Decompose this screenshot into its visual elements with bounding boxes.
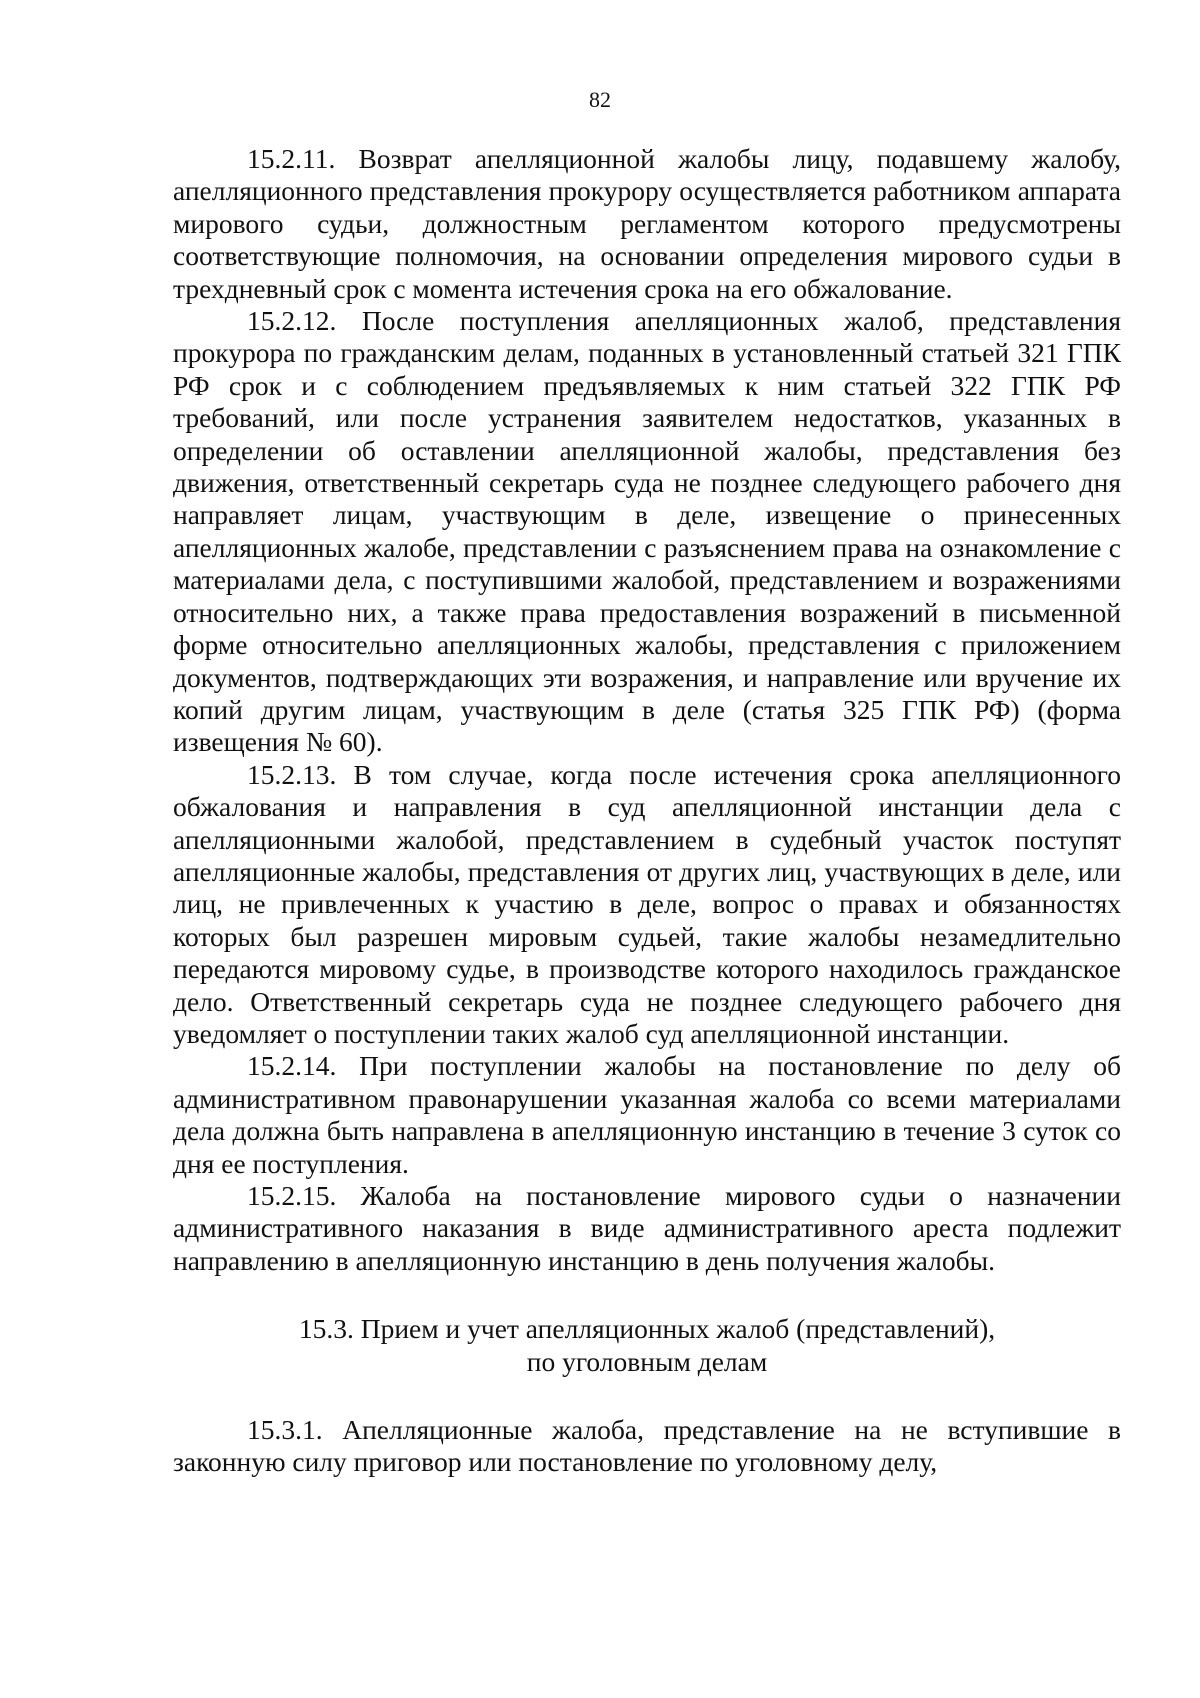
paragraph-15-2-14: 15.2.14. При поступлении жалобы на постановление по делу об административном правонарушении указанная жалоба со всеми материалами дела должна быть направлена в апелляционную инстанцию в течение 3 суток со дня ее поступления.	[173, 1050, 1121, 1179]
section-heading-line-2: по уголовным делам	[526, 1345, 768, 1377]
paragraph-15-2-11: 15.2.11. Возврат апелляционной жалобы лицу, подавшему жалобу, апелляционного представления прокурору осуществляется работником аппарата мирового судьи, должностным регламентом которого предусмотрены соответствующие полномочия, на основании определения мирового судьи в трехдневный срок с момента истечения срока на его обжалование.	[173, 143, 1121, 304]
paragraph-15-3-1: 15.3.1. Апелляционные жалоба, представление на не вступившие в законную силу приговор или постановление по уголовному делу,	[173, 1414, 1121, 1478]
document-body	[173, 143, 1121, 1479]
paragraph-15-2-12: 15.2.12. После поступления апелляционных жалоб, представления прокурора по гражданским делам, поданных в установленный статьей 321 ГПК РФ срок и с соблюдением предъявляемых к ним статьей 322 ГПК РФ требований, или после устранения заявителем недостатков, указанных в определении об оставлении апелляционной жалобы, представления без движения, ответственный секретарь суда не позднее следующего рабочего дня направляет лицам, участвующим в деле, извещение о принесенных апелляционных жалобе, представлении с разъяснением права на ознакомление с материалами дела, с поступившими жалобой, представлением и возражениями относительно них, а также права предоставления возражений в письменной форме относительно апелляционных жалобы, представления с приложением документов, подтверждающих эти возражения, и направление или вручение их копий другим лицам, участвующим в деле (статья 325 ГПК РФ) (форма извещения № 60).	[173, 305, 1121, 758]
section-heading-line-1: 15.3. Прием и учет апелляционных жалоб (представлений),	[298, 1313, 996, 1345]
paragraph-15-2-13: 15.2.13. В том случае, когда после истечения срока апелляционного обжалования и направления в суд апелляционной инстанции дела с апелляционными жалобой, представлением в судебный участок поступят апелляционные жалобы, представления от других лиц, участвующих в деле, или лиц, не привлеченных к участию в деле, вопрос о правах и обязанностях которых был разрешен мировым судьей, такие жалобы незамедлительно передаются мировому судье, в производстве которого находилось гражданское дело. Ответственный секретарь суда не позднее следующего рабочего дня уведомляет о поступлении таких жалоб суд апелляционной инстанции.	[173, 758, 1121, 1049]
paragraph-15-2-15: 15.2.15. Жалоба на постановление мирового судьи о назначении административного наказания в виде административного ареста подлежит направлению в апелляционную инстанцию в день получения жалобы.	[173, 1180, 1121, 1276]
page-number: 82	[589, 87, 611, 112]
section-heading	[173, 1313, 1121, 1378]
